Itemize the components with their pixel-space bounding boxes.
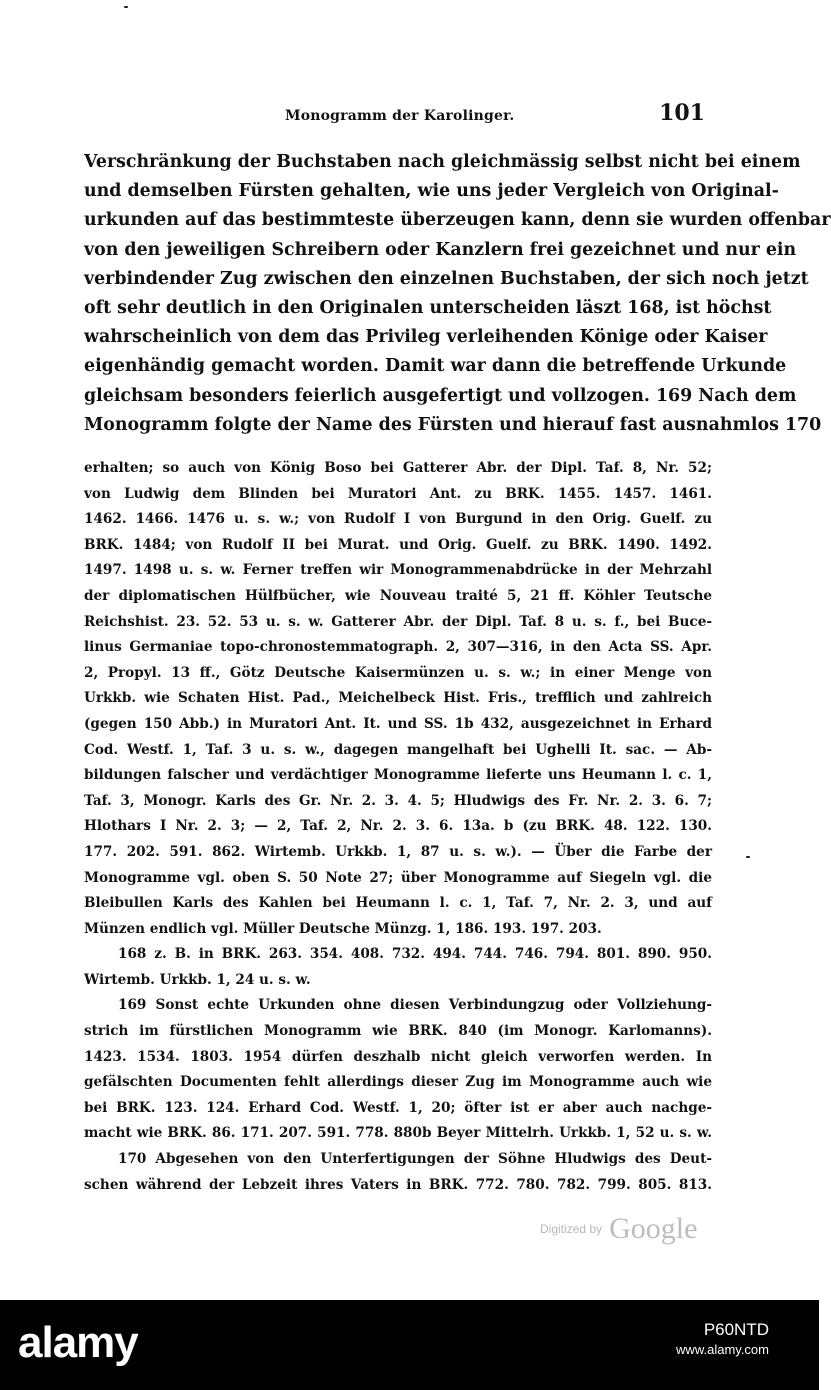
- footnote-line: 168 z. B. in BRK. 263. 354. 408. 732. 494. 744. 746. 794. 801. 890. 950.: [118, 946, 712, 963]
- footnote-line: von Ludwig dem Blinden bei Muratori Ant. zu BRK. 1455. 1457. 1461.: [84, 485, 712, 502]
- footnote-line: 1462. 1466. 1476 u. s. w.; von Rudolf I von Burgund in den Orig. Guelf. zu: [84, 511, 712, 528]
- main-text-line: gleichsam besonders feierlich ausgefertigt und vollzogen. 169 Nach dem: [84, 385, 797, 406]
- footnote-line: 169 Sonst echte Urkunden ohne diesen Verbindungzug oder Vollziehung-: [118, 997, 712, 1014]
- footnote-line: bei BRK. 123. 124. Erhard Cod. Westf. 1, 20; öfter ist er aber auch nachge-: [84, 1099, 712, 1116]
- print-speck: [124, 6, 128, 8]
- main-text-line: oft sehr deutlich in den Originalen unterscheiden läszt 168, ist höchst: [84, 298, 772, 319]
- footnote-line: 177. 202. 591. 862. Wirtemb. Urkkb. 1, 87 u. s. w.). — Über die Farbe der: [84, 843, 712, 860]
- footnote-line: 2, Propyl. 13 ff., Götz Deutsche Kaisermünzen u. s. w.; in einer Menge von: [84, 664, 712, 681]
- footnote-line: BRK. 1484; von Rudolf II bei Murat. und Orig. Guelf. zu BRK. 1490. 1492.: [84, 536, 712, 553]
- stock-url: www.alamy.com: [676, 1342, 769, 1357]
- footnote-line: Urkkb. wie Schaten Hist. Pad., Meichelbeck Hist. Fris., trefflich und zahlreich: [84, 690, 712, 707]
- main-text-line: Verschränkung der Buchstaben nach gleichmässig selbst nicht bei einem: [84, 152, 801, 172]
- footnote-line: schen während der Lebzeit ihres Vaters in BRK. 772. 780. 782. 799. 805. 813.: [84, 1176, 712, 1193]
- footnote-line: 170 Abgesehen von den Unterfertigungen der Söhne Hludwigs des Deut-: [118, 1151, 712, 1168]
- footnote-line: gefälschten Documenten fehlt allerdings dieser Zug im Monogramme auch wie: [84, 1074, 712, 1091]
- footnote-line: Reichshist. 23. 52. 53 u. s. w. Gatterer Abr. der Dipl. Taf. 8 u. s. f., bei Buce-: [84, 613, 712, 630]
- main-text-line: wahrscheinlich von dem das Privileg verleihenden Könige oder Kaiser: [84, 327, 768, 348]
- footnote-line: Hlothars I Nr. 2. 3; — 2, Taf. 2, Nr. 2. 3. 6. 13a. b (zu BRK. 48. 122. 130.: [84, 818, 712, 835]
- running-head: [285, 100, 705, 132]
- stock-photo-bar: [0, 1300, 819, 1390]
- footnote-line: (gegen 150 Abb.) in Muratori Ant. It. und SS. 1b 432, ausgezeichnet in Erhard: [84, 715, 712, 732]
- footnote-line: Münzen endlich vgl. Müller Deutsche Münzg. 1, 186. 193. 197. 203.: [84, 920, 602, 937]
- main-text-line: von den jeweiligen Schreibern oder Kanzlern frei gezeichnet und nur ein: [84, 239, 797, 260]
- stock-id-block: [676, 1320, 769, 1360]
- footnote-line: strich im fürstlichen Monogramm wie BRK. 840 (im Monogr. Karlomanns).: [84, 1023, 712, 1040]
- main-body-text: [84, 148, 831, 440]
- footnote-line: Wirtemb. Urkkb. 1, 24 u. s. w.: [84, 971, 311, 988]
- footnote-line: macht wie BRK. 86. 171. 207. 591. 778. 880b Beyer Mittelrh. Urkkb. 1, 52 u. s. w.: [84, 1125, 712, 1142]
- footnote-line: 1423. 1534. 1803. 1954 dürfen deszhalb nicht gleich verworfen werden. In: [84, 1048, 712, 1065]
- footnote-line: Cod. Westf. 1, Taf. 3 u. s. w., dagegen mangelhaft bei Ughelli It. sac. — Ab-: [84, 741, 712, 758]
- image-id: P60NTD: [703, 1320, 769, 1339]
- running-title: Monogramm der Karolinger.: [285, 108, 515, 124]
- footnote-line: bildungen falscher und verdächtiger Monogramme lieferte uns Heumann l. c. 1,: [84, 767, 712, 784]
- footnote-line: Taf. 3, Monogr. Karls des Gr. Nr. 2. 3. 4. 5; Hludwigs des Fr. Nr. 2. 3. 6. 7;: [84, 792, 712, 809]
- footnote-line: 1497. 1498 u. s. w. Ferner treffen wir Monogrammenabdrücke in der Mehrzahl: [84, 562, 712, 579]
- print-speck: [746, 856, 750, 858]
- page-number: 101: [659, 100, 705, 126]
- footnote-line: erhalten; so auch von König Boso bei Gatterer Abr. der Dipl. Taf. 8, Nr. 52;: [84, 460, 712, 476]
- google-digitized-watermark: [540, 1212, 697, 1248]
- main-text-line: eigenhändig gemacht worden. Damit war dann die betreffende Urkunde: [84, 356, 787, 377]
- watermark-prefix: Digitized by: [540, 1222, 603, 1236]
- google-logo: Google: [609, 1212, 698, 1245]
- footnote-line: der diplomatischen Hülfbücher, wie Nouveau traité 5, 21 ff. Köhler Teutsche: [84, 587, 712, 604]
- alamy-logo: alamy: [18, 1318, 138, 1367]
- footnote-line: Monogramme vgl. oben S. 50 Note 27; über Monogramme auf Siegeln vgl. die: [84, 869, 712, 886]
- main-text-line: verbindender Zug zwischen den einzelnen Buchstaben, der sich noch jetzt: [84, 268, 809, 289]
- main-text-line: Monogramm folgte der Name des Fürsten und hierauf fast ausnahmlos 170: [84, 414, 822, 435]
- main-text-line: und demselben Fürsten gehalten, wie uns jeder Vergleich von Original-: [84, 181, 779, 202]
- footnote-line: linus Germaniae topo-chronostemmatograph. 2, 307—316, in den Acta SS. Apr.: [84, 639, 712, 656]
- footnote-line: Bleibullen Karls des Kahlen bei Heumann l. c. 1, Taf. 7, Nr. 2. 3, und auf: [84, 895, 712, 912]
- main-text-line: urkunden auf das bestimmteste überzeugen kann, denn sie wurden offenbar: [84, 210, 831, 231]
- footnotes-block: [84, 456, 712, 1198]
